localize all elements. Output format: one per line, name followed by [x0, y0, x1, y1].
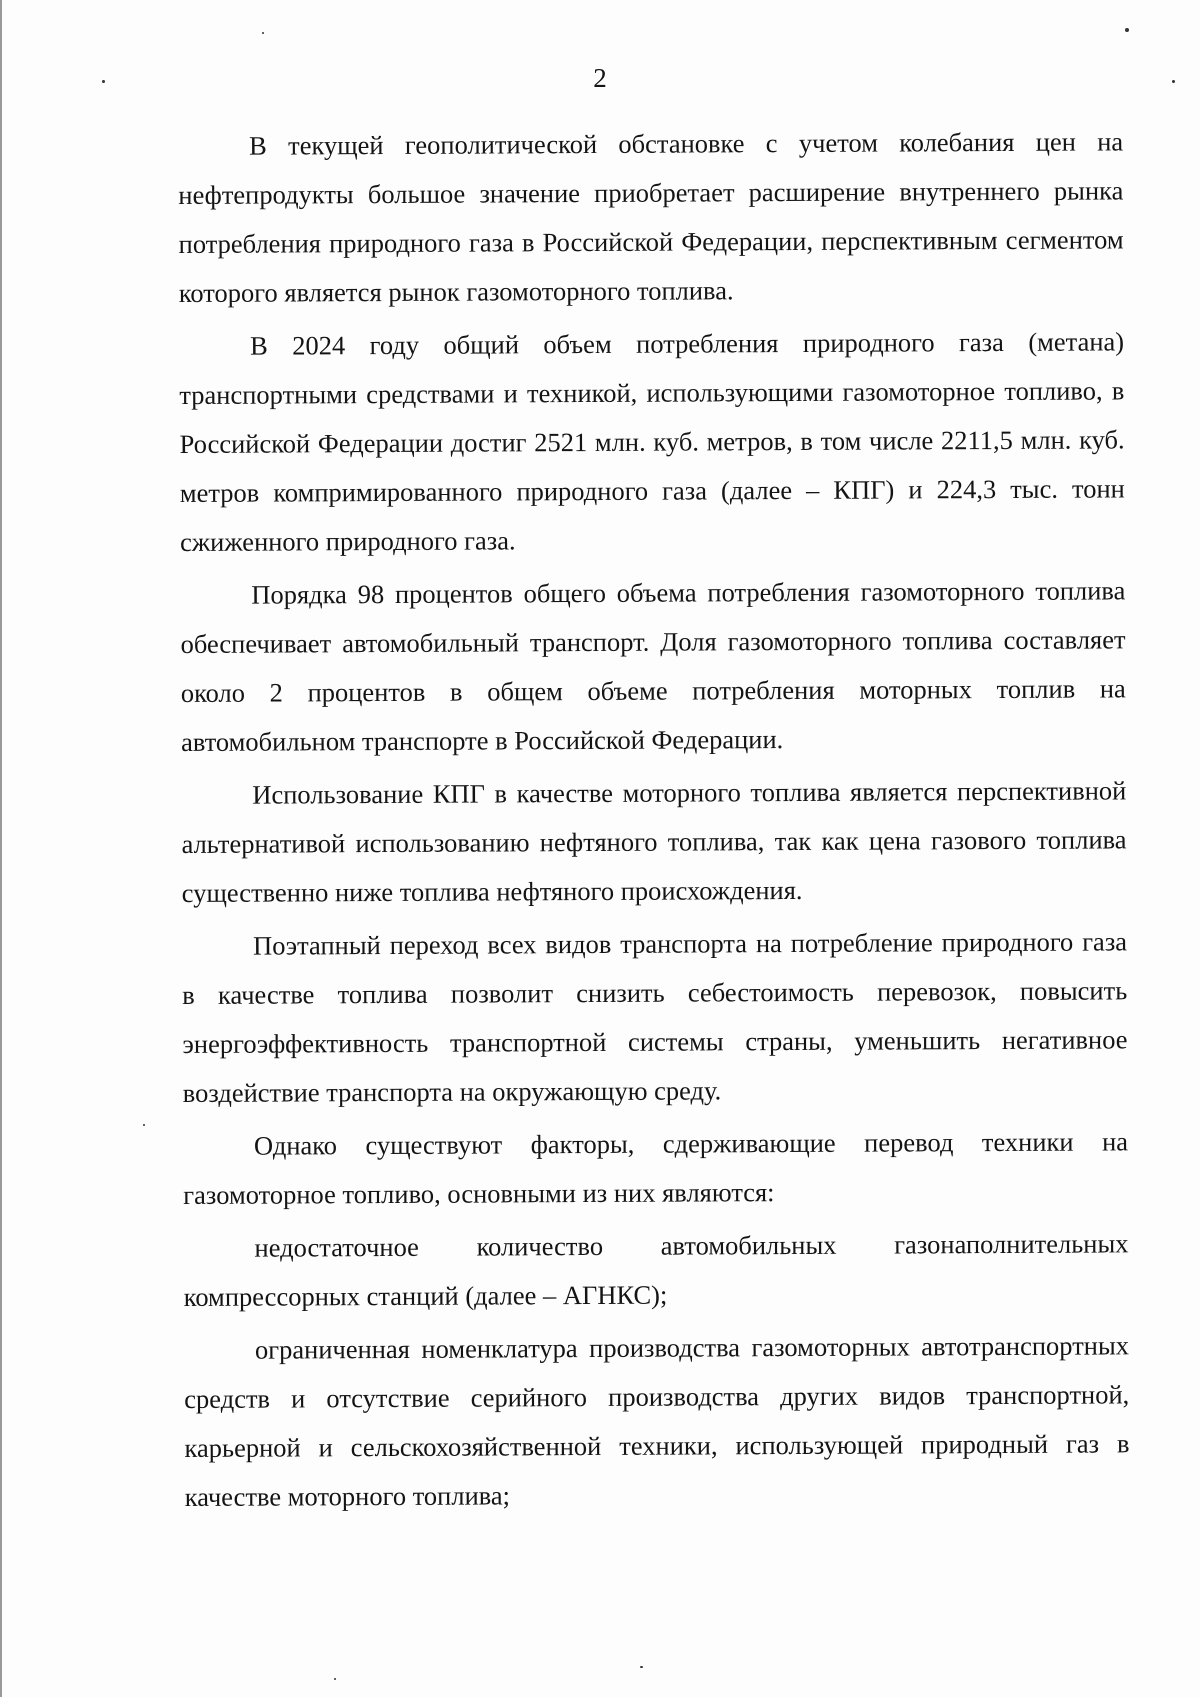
paragraph-consumption-2024: В 2024 году общий объем потребления природного газа (метана) транспортными средствами и техникой, использующими газомоторное топливо, в Российской Федерации достиг 2521 млн. куб. метров, в том числе 2211,5 млн. куб. метров компримированного природного газа (далее – КПГ) и 224,3 тыс. тонн сжиженного природного газа.	[179, 326, 1125, 557]
scan-speck	[262, 32, 264, 34]
scan-speck	[334, 1678, 336, 1680]
paragraph-kpg-alternative: Использование КПГ в качестве моторного топлива является перспективной альтернативой использованию нефтяного топлива, так как цена газового топлива существенно ниже топлива нефтяного происхождения.	[181, 775, 1127, 908]
scan-speck	[143, 1124, 145, 1126]
list-item-stations: недостаточное количество автомобильных газонаполнительных компрессорных станций (далее – АГНКС);	[183, 1228, 1129, 1312]
paragraph-constraints: Однако существуют факторы, сдерживающие перевод техники на газомоторное топливо, основными из них являются:	[183, 1126, 1129, 1210]
scan-speck	[1172, 80, 1175, 83]
document-body	[178, 117, 1130, 1526]
page-number: 2	[593, 63, 607, 93]
paragraph-automotive-share: Порядка 98 процентов общего объема потребления газомоторного топлива обеспечивает автомобильный транспорт. Доля газомоторного топлива составляет около 2 процентов в общем объеме потребления моторных топлив на автомобильном транспорте в Российской Федерации.	[180, 575, 1126, 757]
scan-speck	[1125, 28, 1129, 32]
scan-left-edge	[0, 0, 2, 1697]
paragraph-transition: Поэтапный переход всех видов транспорта на потребление природного газа в качестве топлива позволит снизить себестоимость перевозок, повысить энергоэффективность транспортной системы страны, уменьшить негативное воздействие транспорта на окружающую среду.	[182, 926, 1128, 1108]
list-item-nomenclature: ограниченная номенклатура производства газомоторных автотранспортных средств и отсутствие серийного производства других видов транспортной, карьерной и сельскохозяйственной техники, использующей природный газ в качестве моторного топлива;	[184, 1330, 1130, 1512]
scan-speck	[640, 1666, 643, 1668]
scan-speck	[102, 80, 105, 83]
paragraph-geopolitics: В текущей геополитической обстановке с учетом колебания цен на нефтепродукты большое значение приобретает расширение внутреннего рынка потребления природного газа в Российской Федерации, перспективным сегментом которого является рынок газомоторного топлива.	[178, 126, 1124, 308]
